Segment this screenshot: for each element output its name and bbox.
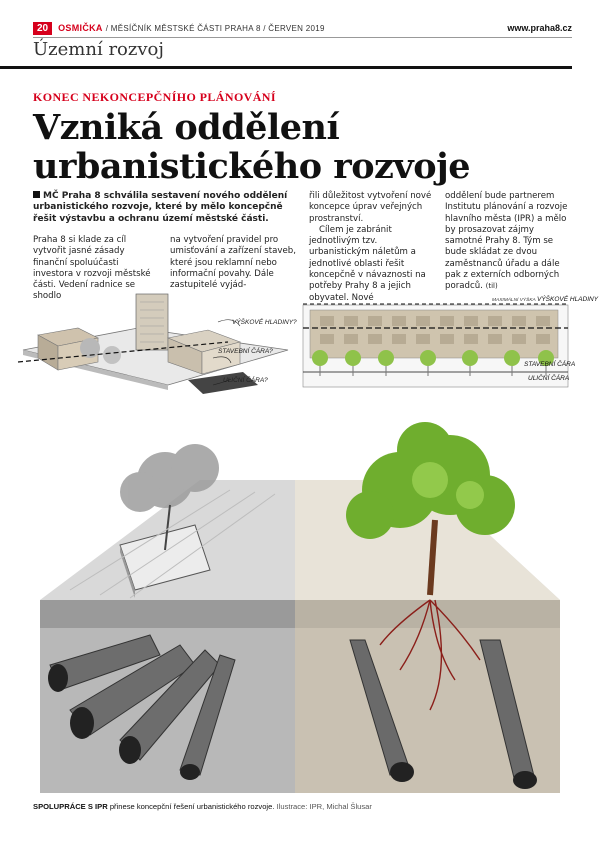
column-3-paragraph-1: řili důležitost vytvoření nové koncepce úprav veřejných prostranství. (309, 191, 432, 224)
column-4-body: oddělení bude partnerem Institutu plánování a rozvoje hlavního města (IPR) a mělo by prosazovat zájmy samotné Prahy 8. Tým se bude skládat ze dvou zaměstnanců úřadu a dále pak z externích odborných poradců. (445, 191, 568, 292)
article-lead-text: MČ Praha 8 schválila sestavení nového oddělení urbanistického rozvoje, které by mělo koncepčně řešit výstavbu a ochranu území městské části. (33, 191, 288, 224)
article-kicker: KONEC NEKONCEPČNÍHO PLÁNOVÁNÍ (33, 90, 276, 104)
article-headline (33, 108, 553, 186)
label-max-height: MAXIMÁLNÍ VÝŠKA (492, 298, 536, 303)
page-number: 20 (33, 22, 52, 35)
label-building-line-right: STAVEBNÍ ČÁRA (524, 361, 576, 368)
urban-sketch-right (298, 290, 599, 402)
article-lead (33, 191, 291, 225)
label-height-levels-right: VÝŠKOVÉ HLADINY (537, 296, 599, 303)
page-header (33, 20, 572, 36)
article-column-3 (309, 191, 433, 304)
headline-line-2: urbanistického rozvoje (33, 146, 471, 187)
author-signature: (til) (485, 282, 498, 291)
header-divider (33, 37, 572, 38)
column-3-paragraph-2: Cílem je zabránit jednotlivým tzv. urbanistickým náletům a jednotlivé oblasti řešit koncepčně v návaznosti na potřeby Prahy 8 a jejich obyvatel. Nové (309, 224, 426, 303)
label-street-line-right: ULIČNÍ ČÁRA (528, 375, 570, 382)
label-building-line: STAVEBNÍ ČÁRA? (218, 348, 273, 355)
label-street-line: ULIČNÍ ČÁRA? (223, 377, 268, 384)
caption-text: přinese koncepční řešení urbanistického rozvoje. (109, 802, 275, 811)
urban-illustration (30, 420, 575, 795)
section-title: Územní rozvoj (33, 39, 164, 60)
column-1-text: Praha 8 si klade za cíl vytvořit jasné zásady finanční spoluúčasti investora v rozvoji městské části. Vedení radnice se shodlo (33, 235, 151, 302)
image-caption (33, 802, 372, 811)
label-height-levels: VÝŠKOVÉ HLADINY? (232, 319, 297, 326)
caption-credit: Ilustrace: IPR, Michal Šlusar (276, 802, 372, 811)
article-lead-block (33, 191, 291, 231)
section-divider (0, 66, 572, 69)
headline-line-1: Vzniká oddělení (33, 107, 340, 148)
magazine-name: OSMIČKA (58, 23, 103, 33)
column-2-text: na vytvoření pravidel pro umisťování a zařízení staveb, které jsou reklamní nebo informační povahy. Dále zastupitelé vyjád- (170, 235, 296, 291)
caption-bold: SPOLUPRÁCE S IPR (33, 802, 108, 811)
website-link[interactable]: www.praha8.cz (507, 23, 572, 33)
column-4-text (445, 191, 571, 293)
bullet-square-icon (33, 191, 40, 198)
article-column-4 (445, 191, 571, 293)
urban-sketch-left (18, 290, 298, 402)
issue-info: / MĚSÍČNÍK MĚSTSKÉ ČÁSTI PRAHA 8 / ČERVEN 2019 (105, 23, 325, 33)
article-column-2 (170, 235, 296, 291)
